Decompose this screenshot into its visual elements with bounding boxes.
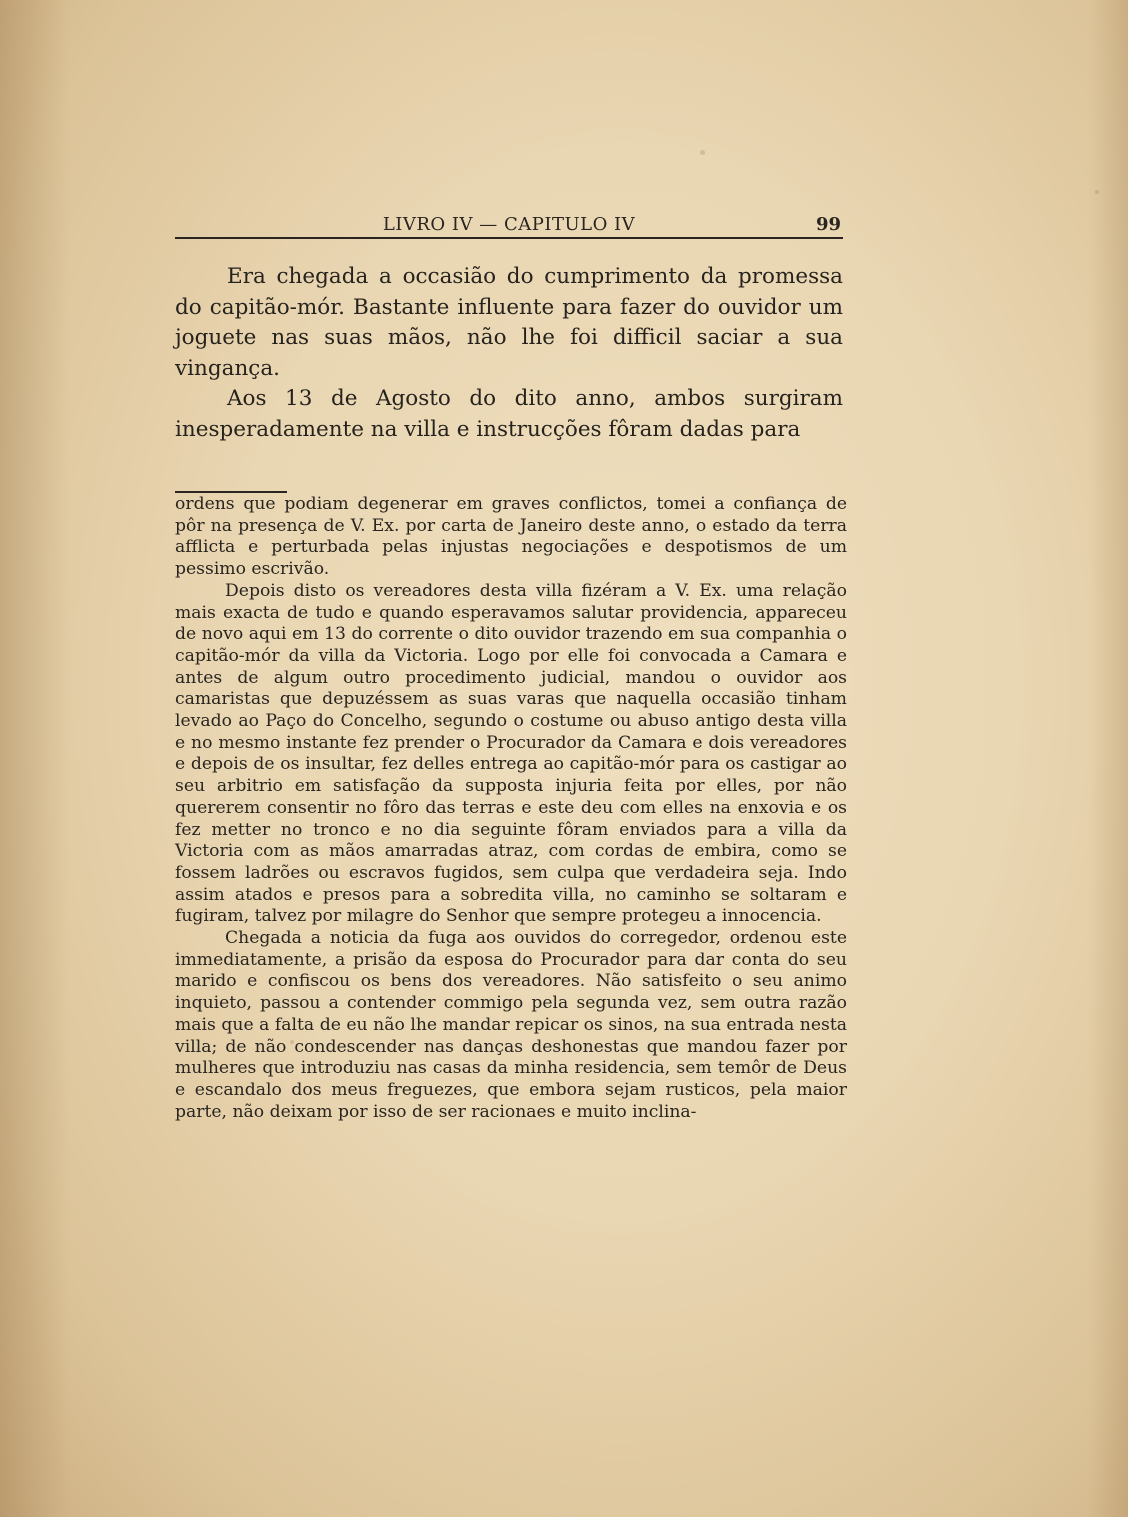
page-header <box>175 210 843 238</box>
page-number: 99 <box>815 214 841 235</box>
footnote-rule <box>175 491 287 493</box>
body-text <box>175 262 843 446</box>
body-paragraph: Era chegada a occasião do cumprimento da promessa do capitão-mór. Bastante influente para fazer do ouvidor um joguete nas suas mãos, não lhe foi difficil saciar a sua vingança. <box>175 264 843 381</box>
footnote <box>175 494 847 1123</box>
footnote-paragraph: Depois disto os vereadores desta villa fizéram a V. Ex. uma relação mais exacta de tudo e quando esperavamos salutar providencia, appareceu de novo aqui em 13 do corrente o dito ouvidor trazendo em sua companhia o capitão-mór da villa da Victoria. Logo por elle foi convocada a Camara e antes de algum outro procedimento judicial, mandou o ouvidor aos camaristas que depuzéssem as suas varas que naquella occasião tinham levado ao Paço do Concelho, segundo o costume ou abuso antigo desta villa e no mesmo instante fez prender o Procurador da Camara e dois vereadores e depois de os insultar, fez delles entrega ao capitão-mór para os castigar ao seu arbitrio em satisfação da supposta injuria feita por elles, por não quererem consentir no fôro das terras e este deu com elles na enxovia e os fez metter no tronco e no dia seguinte fôram enviados para a villa da Victoria com as mãos amarradas atraz, com cordas de embira, como se fossem ladrões ou escravos fugidos, sem culpa que verdadeira seja. Indo assim atados e presos para a sobredita villa, no caminho se soltaram e fugiram, talvez por milagre do Senhor que sempre protegeu a innocencia. <box>175 580 847 927</box>
body-paragraph: Aos 13 de Agosto do dito anno, ambos surgiram inesperadamente na villa e instrucções fôram dadas para <box>175 386 843 442</box>
running-title: LIVRO IV — CAPITULO IV <box>382 214 636 235</box>
paper-spot <box>1095 190 1099 194</box>
footnote-paragraph: Chegada a noticia da fuga aos ouvidos do corregedor, ordenou este immediatamente, a prisão da esposa do Procurador para dar conta do seu marido e confiscou os bens dos vereadores. Não satisfeito o seu animo inquieto, passou a contender commigo pela segunda vez, sem outra razão mais que a falta de eu não lhe mandar repicar os sinos, na sua entrada nesta villa; de não condescender nas danças deshonestas que mandou fazer por mulheres que introduziu nas casas da minha residencia, sem temôr de Deus e escandalo dos meus freguezes, que embora sejam rusticos, pela maior parte, não deixam por isso de ser racionaes e muito inclina- <box>175 928 847 1122</box>
header-rule <box>175 237 843 239</box>
paper-spot <box>700 150 705 155</box>
footnote-paragraph: ordens que podiam degenerar em graves conflictos, tomei a confiança de pôr na presença de V. Ex. por carta de Janeiro deste anno, o estado da terra afflicta e perturbada pelas injustas negociações e despotismos de um pessimo escrivão. <box>175 494 847 580</box>
